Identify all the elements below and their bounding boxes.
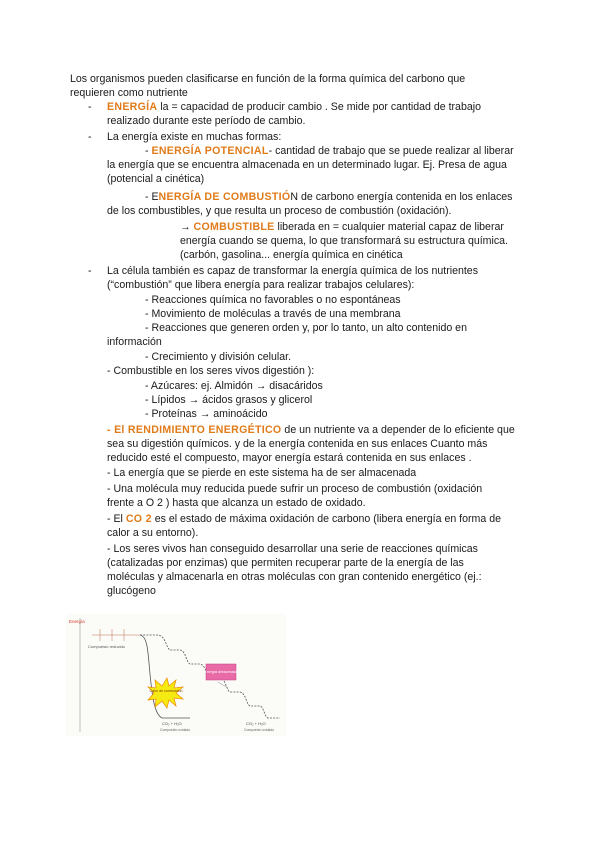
energia-keyword: ENERGÍA — [107, 101, 158, 113]
stored-energy-label: Energía almacenada — [204, 670, 238, 674]
combustible-line-3: (carbón, gasolina... energía química en cinética — [180, 249, 403, 261]
trabajo-item: - Movimiento de moléculas a través de una membrana — [145, 308, 401, 320]
seres-line-2: (catalizadas por enzimas) que permiten recuperar parte de la energía de las — [107, 557, 464, 569]
digestion-item: - Lípidos → ácidos grasos y glicerol — [145, 394, 313, 406]
co2-keyword: CO 2 — [125, 513, 152, 525]
intro-line-2: requieren como nutriente — [70, 87, 188, 99]
rendimiento-line-1: - El RENDIMIENTO ENERGÉTICO de un nutriente va a depender de lo eficiente que — [107, 424, 515, 436]
molecula-line-2: frente a O 2 ) hasta que alcanza un estado de oxidado. — [107, 497, 366, 509]
seres-line-1: - Los seres vivos han conseguido desarrollar una serie de reacciones químicas — [107, 543, 478, 555]
potencial-line-2: la energía que se encuentra almacenada en un determinado lugar. Ej. Presa de agua — [107, 159, 507, 171]
combustible-line-1: → COMBUSTIBLE liberada en = cualquier material capaz de liberar — [180, 221, 504, 233]
rendimiento-line-3: reducido esté el compuesto, mayor energía estará contenida en sus enlaces . — [107, 452, 472, 464]
potencial-line-3: (potencial a cinética) — [107, 173, 205, 185]
left-oxidized-label: Compuesto oxidado — [160, 728, 191, 732]
potencial-keyword: ENERGÍA POTENCIAL — [151, 145, 269, 157]
celula-line-2: (“combustión” que libera energía para realizar trabajos celulares): — [107, 279, 415, 291]
trabajo-item: - Reacciones que generen orden y, por lo tanto, un alto contenido en — [145, 322, 467, 334]
combustion-keyword: NERGÍA DE COMBUSTIÓ — [158, 191, 291, 203]
bullet-dash: - — [88, 101, 92, 113]
combustible-keyword: COMBUSTIBLE — [193, 221, 275, 233]
energy-diagram-figure — [66, 614, 286, 736]
formas-line: La energía existe en muchas formas: — [107, 131, 282, 143]
combustion-line-1: - ENERGÍA DE COMBUSTIÓN de carbono energía contenida en los enlaces — [145, 191, 513, 203]
informacion-line: información — [107, 336, 162, 348]
left-product-label: CO₂ + H₂O — [162, 721, 182, 726]
intro-line-1: Los organismos pueden clasificarse en función de la forma química del carbono que — [70, 73, 466, 85]
perdida-line: - La energía que se pierde en este sistema ha de ser almacenada — [107, 467, 417, 479]
celula-line-1: La célula también es capaz de transformar la energía química de los nutrientes — [107, 265, 478, 277]
trabajo-item: - Reacciones química no favorables o no espontáneas — [145, 294, 401, 306]
right-product-label: CO₂ + H₂O — [246, 721, 266, 726]
seres-line-3: moléculas y almacenarla en otras moléculas con gran contenido energético (ej.: — [107, 571, 482, 583]
combustion-line-2: de los combustibles, y que resulta un proceso de combustión (oxidación). — [107, 205, 452, 217]
rendimiento-line-2: sea su digestión químicos. y de la energía contenida en sus enlaces Cuanto más — [107, 438, 488, 450]
crecimiento-line: - Crecimiento y división celular. — [145, 351, 292, 363]
digestion-title: - Combustible en los seres vivos digestión ): — [107, 365, 315, 377]
potencial-line-1: - ENERGÍA POTENCIAL- cantidad de trabajo que se puede realizar al liberar — [145, 145, 514, 157]
co2-line-1: - El CO 2 es el estado de máxima oxidación de carbono (libera energía en forma de — [107, 513, 501, 525]
combustible-line-2: energía cuando se quema, lo que transformará su estructura química. — [180, 235, 508, 247]
reduced-compound-label: Compuesto reducido — [88, 644, 125, 649]
digestion-item: - Azúcares: ej. Almidón → disacáridos — [145, 380, 323, 392]
molecula-line-1: - Una molécula muy reducida puede sufrir un proceso de combustión (oxidación — [107, 483, 483, 495]
seres-line-4: glucógeno — [107, 585, 156, 597]
burst-label: Calor de combustión — [149, 689, 183, 693]
bullet-dash: - — [88, 265, 92, 277]
co2-line-2: calor a su entorno). — [107, 527, 199, 539]
energia-line-1: ENERGÍA la = capacidad de producir cambio . Se mide por cantidad de trabajo — [107, 101, 481, 113]
bullet-dash: - — [88, 131, 92, 143]
energia-line-2: realizado durante este período de cambio. — [107, 115, 306, 127]
digestion-item: - Proteínas → aminoácido — [145, 408, 268, 420]
rendimiento-keyword: - El RENDIMIENTO ENERGÉTICO — [107, 424, 282, 436]
right-oxidized-label: Compuesto oxidado — [244, 728, 275, 732]
figure-axis-label: Energía — [69, 619, 85, 624]
